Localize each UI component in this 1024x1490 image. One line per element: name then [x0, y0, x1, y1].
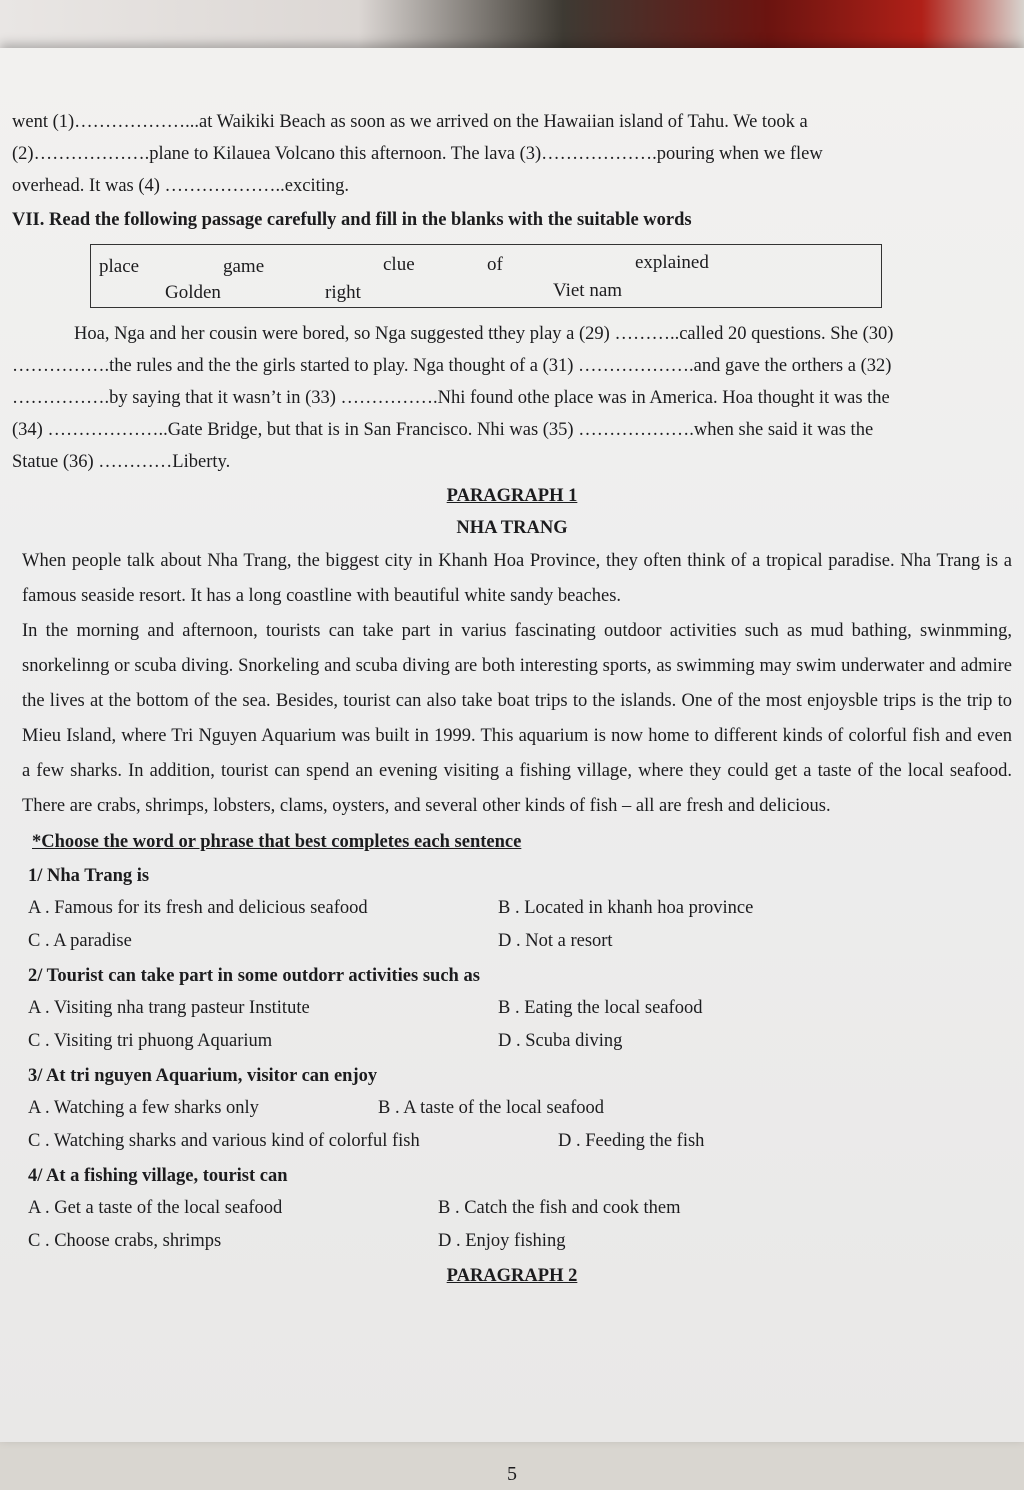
passage-line: …………….by saying that it wasn’t in (33) …………….Nhi found othe place was in America. Hoa thought it was the — [12, 388, 890, 408]
option-c: C . A paradise — [28, 931, 132, 951]
option-b: B . Located in khanh hoa province — [498, 898, 754, 918]
worksheet-page — [0, 48, 1024, 1485]
passage-line: Statue (36) …………Liberty. — [12, 452, 231, 472]
paragraph-1-title: NHA TRANG — [456, 518, 568, 538]
question-stem: 4/ At a fishing village, tourist can — [28, 1166, 288, 1186]
question-1 — [12, 860, 1012, 958]
word-box-item: right — [325, 282, 361, 303]
option-c: C . Visiting tri phuong Aquarium — [28, 1031, 273, 1051]
question-stem: 2/ Tourist can take part in some outdorr activities such as — [28, 966, 480, 986]
option-b: B . A taste of the local seafood — [378, 1098, 605, 1118]
option-d: D . Feeding the fish — [558, 1131, 705, 1151]
passage-line: Hoa, Nga and her cousin were bored, so Nga suggested tthey play a (29) ………..called 20 questions. She (30) — [74, 324, 894, 344]
page-content — [12, 106, 1012, 1485]
option-a: A . Visiting nha trang pasteur Institute — [28, 998, 310, 1018]
question-stem: 1/ Nha Trang is — [28, 866, 150, 886]
option-b: B . Catch the fish and cook them — [438, 1198, 681, 1218]
reading-paragraph-2: In the morning and afternoon, tourists can take part in varius fascinating outdoor activities such as mud bathing, swinmming, snorkelinng or scuba diving. Snorkeling and scuba diving are both interesting sports, as swimming may swim underwater and admire the lives at the bottom of the sea. Besides, tourist can also take boat trips to the islands. One of the most enjoysble trips is the trip to Mieu Island, where Tri Nguyen Aquarium was built in 1999. This aquarium is now home to different kinds of colorful fish and even a few sharks. In addition, tourist can spend an evening visiting a fishing village, where they could get a taste of the local seafood. There are crabs, shrimps, lobsters, clams, oysters, and several other kinds of fish – all are fresh and delicious. — [22, 621, 1012, 816]
passage-line: (34) ………………..Gate Bridge, but that is in San Francisco. Nhi was (35) ……………….when she said it was the — [12, 420, 874, 440]
word-box-item: Golden — [165, 282, 221, 303]
cloze-passage — [12, 318, 1012, 478]
option-b: B . Eating the local seafood — [498, 998, 703, 1018]
question-2 — [12, 960, 1012, 1058]
passage-line: …………….the rules and the the girls started to play. Nga thought of a (31) ……………….and gave the orthers a (32) — [12, 356, 892, 376]
word-box-item: game — [223, 256, 265, 277]
intro-line-1: went (1)………………...at Waikiki Beach as soon as we arrived on the Hawaiian island of Tahu. We took a — [12, 112, 808, 132]
word-box-item: Viet nam — [553, 280, 623, 301]
page-number: 5 — [507, 1463, 517, 1485]
paragraph-1-heading: PARAGRAPH 1 — [446, 486, 578, 506]
option-a: A . Get a taste of the local seafood — [28, 1198, 283, 1218]
instruction: *Choose the word or phrase that best completes each sentence — [32, 832, 522, 852]
question-4 — [12, 1160, 1012, 1258]
option-c: C . Watching sharks and various kind of colorful fish — [28, 1131, 420, 1151]
option-d: D . Not a resort — [498, 931, 613, 951]
intro-line-3: overhead. It was (4) ………………..exciting. — [12, 176, 350, 196]
section-7-title: VII. Read the following passage carefully and fill in the blanks with the suitable words — [12, 210, 692, 230]
intro-line-2: (2)……………….plane to Kilauea Volcano this afternoon. The lava (3)……………….pouring when we flew — [12, 144, 823, 164]
paragraph-2-heading: PARAGRAPH 2 — [446, 1266, 578, 1286]
word-box-item: explained — [635, 252, 709, 273]
question-stem: 3/ At tri nguyen Aquarium, visitor can enjoy — [28, 1066, 378, 1086]
option-d: D . Enjoy fishing — [438, 1231, 566, 1251]
option-d: D . Scuba diving — [498, 1031, 623, 1051]
word-box-item: place — [99, 256, 140, 277]
word-box-item: of — [487, 254, 503, 275]
option-a: A . Watching a few sharks only — [28, 1098, 259, 1118]
option-c: C . Choose crabs, shrimps — [28, 1231, 222, 1251]
reading-paragraph-1: When people talk about Nha Trang, the biggest city in Khanh Hoa Province, they often think of a tropical paradise. Nha Trang is a famous seaside resort. It has a long coastline with beautiful white sandy beaches. — [22, 551, 1012, 606]
question-3 — [12, 1060, 1012, 1158]
word-box-item: clue — [383, 254, 415, 275]
option-a: A . Famous for its fresh and delicious seafood — [28, 898, 368, 918]
word-box — [90, 244, 882, 308]
